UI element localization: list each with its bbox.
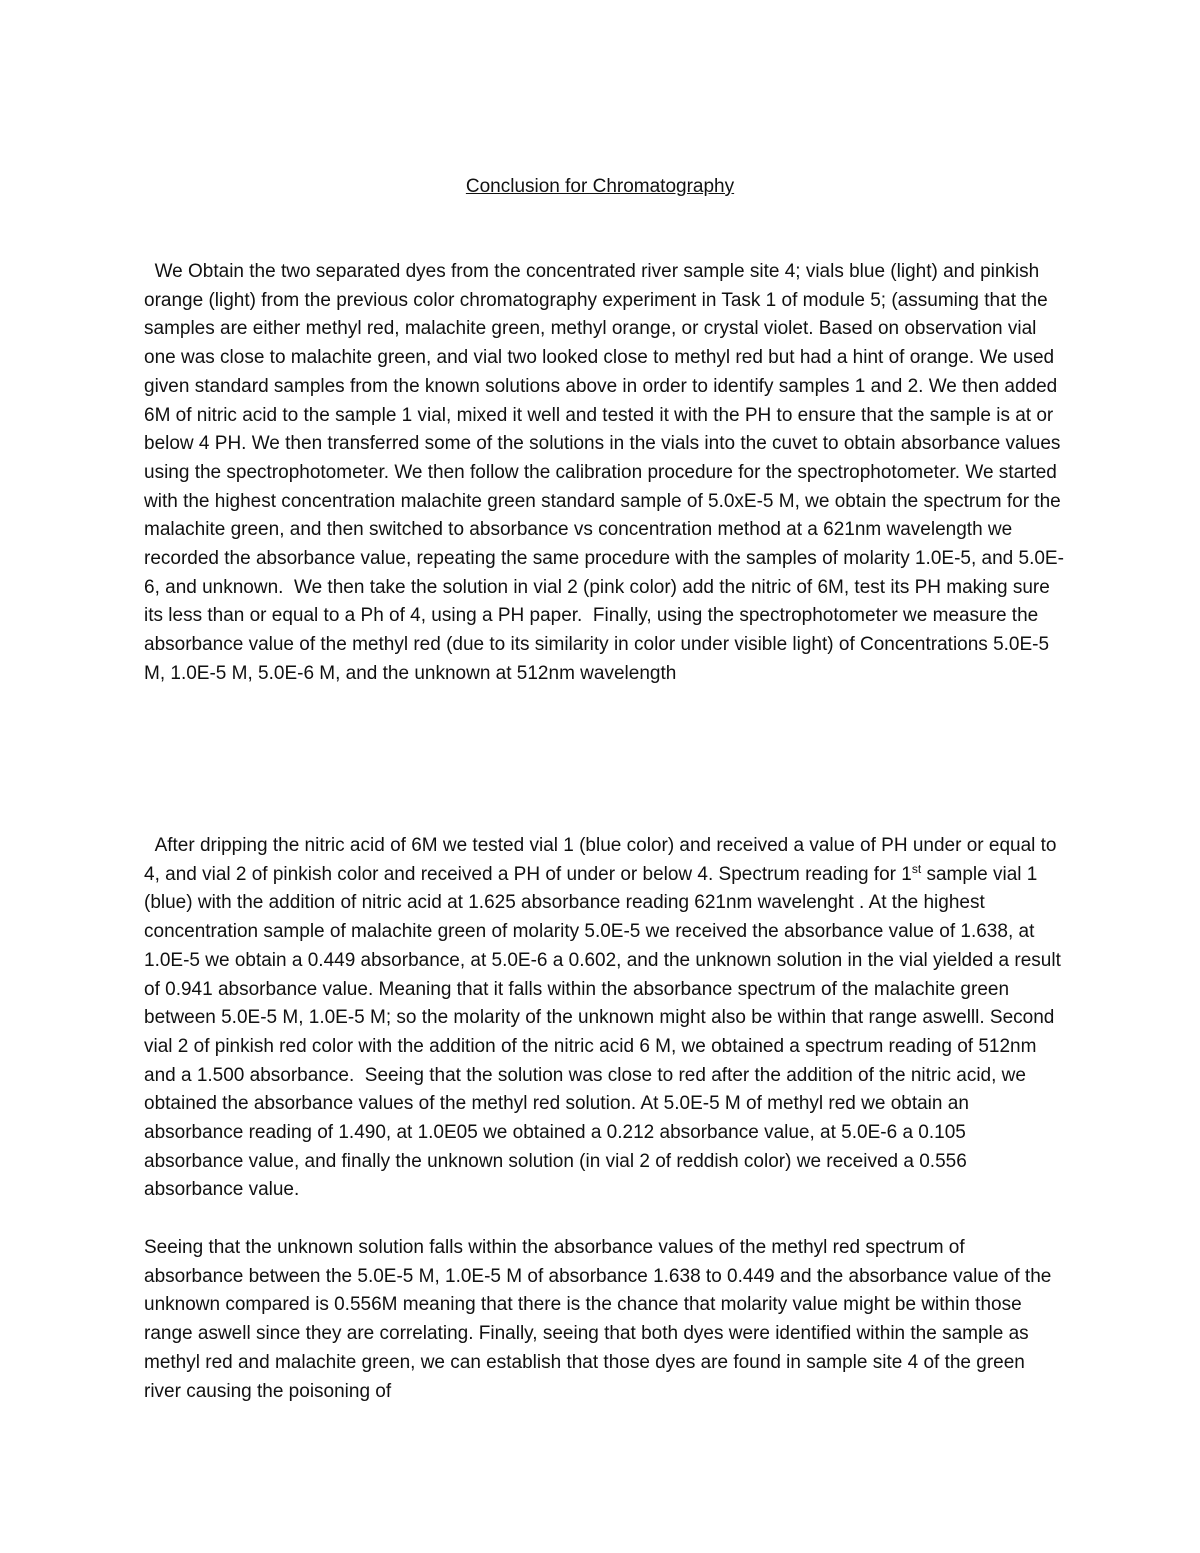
ordinal-superscript: st	[911, 861, 922, 876]
paragraph-results	[144, 832, 1066, 1205]
paragraph-procedure: We Obtain the two separated dyes from the concentrated river sample site 4; vials blue (light) and pinkish orange (light) from the previous color chromatography experiment in Task 1 of module 5; (assuming that the samples are either methyl red, malachite green, methyl orange, or crystal violet. Based on observation vial one was close to malachite green, and vial two looked close to methyl red but had a hint of orange. We used given standard samples from the known solutions above in order to identify samples 1 and 2. We then added 6M of nitric acid to the sample 1 vial, mixed it well and tested it with the PH to ensure that the sample is at or below 4 PH. We then transferred some of the solutions in the vials into the cuvet to obtain absorbance values using the spectrophotometer. We then follow the calibration procedure for the spectrophotometer. We started with the highest concentration malachite green standard sample of 5.0xE-5 M, we obtain the spectrum for the malachite green, and then switched to absorbance vs concentration method at a 621nm wavelength we recorded the absorbance value, repeating the same procedure with the samples of molarity 1.0E-5, and 5.0E-6, and unknown. We then take the solution in vial 2 (pink color) add the nitric of 6M, test its PH making sure its less than or equal to a Ph of 4, using a PH paper. Finally, using the spectrophotometer we measure the absorbance value of the methyl red (due to its similarity in color under visible light) of Concentrations 5.0E-5 M, 1.0E-5 M, 5.0E-6 M, and the unknown at 512nm wavelength	[144, 261, 1067, 684]
paragraph-results-text-a: After dripping the nitric acid of 6M we tested vial 1 (blue color) and received a value of PH under or equal to 4, and vial 2 of pinkish color and received a PH of under or below 4. Spectrum reading for 1	[144, 835, 1062, 885]
paragraph-results-text-b: sample vial 1 (blue) with the addition of nitric acid at 1.625 absorbance reading 621nm wavelenght . At the highest concentration sample of malachite green of molarity 5.0E-5 we received the absorbance value of 1.638, at 1.0E-5 we obtain a 0.449 absorbance, at 5.0E-6 a 0.602, and the unknown solution in the vial yielded a result of 0.941 absorbance value. Meaning that it falls within the absorbance spectrum of the malachite green between 5.0E-5 M, 1.0E-5 M; so the molarity of the unknown might also be within that range aswelll. Second vial 2 of pinkish red color with the addition of the nitric acid 6 M, we obtained a spectrum reading of 512nm and a 1.500 absorbance. Seeing that the solution was close to red after the addition of the nitric acid, we obtained the absorbance values of the methyl red solution. At 5.0E-5 M of methyl red we obtain an absorbance reading of 1.490, at 1.0E05 we obtained a 0.212 absorbance value, at 5.0E-6 a 0.105 absorbance value, and finally the unknown solution (in vial 2 of reddish color) we received a 0.556 absorbance value.	[144, 863, 1067, 1201]
paragraph-conclusion: Seeing that the unknown solution falls within the absorbance values of the methyl red spectrum of absorbance between the 5.0E-5 M, 1.0E-5 M of absorbance 1.638 to 0.449 and the absorbance value of the unknown compared is 0.556M meaning that there is the chance that molarity value might be within those range aswell since they are correlating. Finally, seeing that both dyes were identified within the sample as methyl red and malachite green, we can establish that those dyes are found in sample site 4 of the green river causing the poisoning of	[144, 1237, 1057, 1402]
page-title: Conclusion for Chromatography	[465, 176, 735, 197]
